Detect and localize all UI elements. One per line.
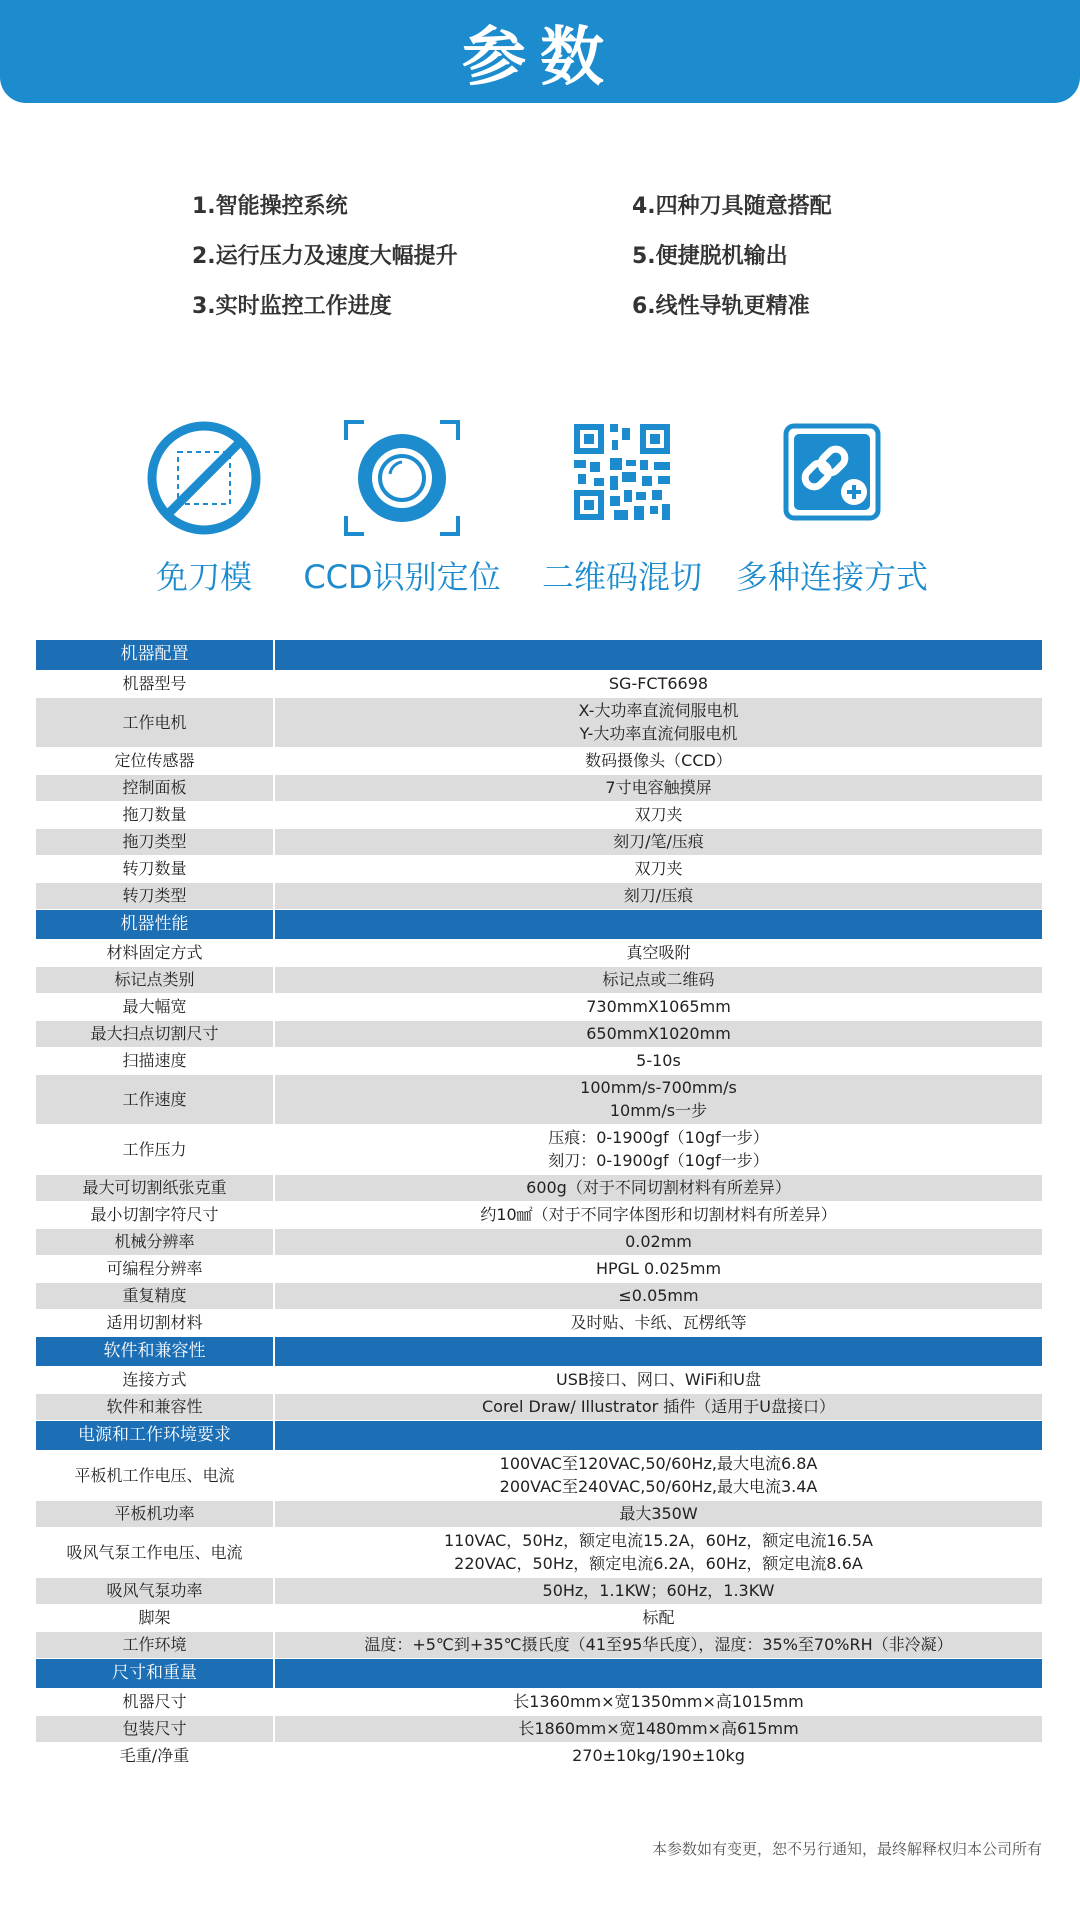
spec-value [274,855,1042,882]
disclaimer: 本参数如有变更，恕不另行通知，最终解释权归本公司所有 [651,1840,1042,1858]
spec-row [36,1124,1042,1174]
spec-value-line: HPGL 0.025mm [595,1259,722,1278]
spec-label: 可编程分辨率 [36,1255,274,1282]
spec-value-line: 刻刀/压痕 [623,886,694,905]
spec-label: 定位传感器 [36,747,274,774]
spec-row [36,1074,1042,1124]
spec-row [36,1742,1042,1769]
spec-value-line: 长1860mm×宽1480mm×高615mm [518,1719,799,1738]
spec-value-line: 220VAC，50Hz，额定电流6.2A，60Hz，额定电流8.6A [454,1554,863,1573]
icon-label: CCD识别定位 [303,558,501,596]
spec-value [274,882,1042,909]
feature-list [192,192,892,322]
spec-value [274,1393,1042,1420]
spec-label: 软件和兼容性 [36,1393,274,1420]
spec-row [36,1604,1042,1631]
spec-row [36,1631,1042,1658]
spec-value-line: 数码摄像头（CCD） [585,751,732,770]
spec-row [36,1500,1042,1527]
section-spacer [274,1336,1042,1366]
spec-row [36,1577,1042,1604]
page-title: 参数 [462,20,618,95]
icon-label: 免刀模 [155,558,252,596]
spec-row [36,882,1042,909]
feature-item: 2.运行压力及速度大幅提升 [192,244,458,269]
spec-value [274,670,1042,697]
spec-value-line: 温度：+5℃到+35℃摄氏度（41至95华氏度），湿度：35%至70%RH（非冷凝） [364,1635,953,1654]
spec-value-line: 110VAC，50Hz，额定电流15.2A，60Hz，额定电流16.5A [443,1531,874,1550]
spec-section-header [36,1420,1042,1450]
spec-value-line: ≤0.05mm [618,1286,699,1305]
spec-value [274,697,1042,747]
icon-label: 二维码混切 [541,558,702,596]
spec-label: 最大扫点切割尺寸 [36,1020,274,1047]
section-title: 电源和工作环境要求 [36,1420,274,1450]
spec-row [36,774,1042,801]
spec-label: 扫描速度 [36,1047,274,1074]
spec-value-line: SG-FCT6698 [608,674,709,693]
spec-value-line: Y-大功率直流伺服电机 [579,724,738,743]
feature-item: 5.便捷脱机输出 [632,244,788,269]
spec-value-line: 5-10s [636,1051,681,1070]
spec-value-line: 标记点或二维码 [602,970,715,989]
section-title: 机器性能 [36,909,274,939]
spec-label: 机器型号 [36,670,274,697]
spec-value [274,774,1042,801]
page-header [0,0,1080,103]
spec-value [274,1366,1042,1393]
section-spacer [274,1658,1042,1688]
spec-row [36,855,1042,882]
spec-value [274,1282,1042,1309]
spec-value [274,1450,1042,1500]
spec-label: 吸风气泵功率 [36,1577,274,1604]
spec-value [274,1020,1042,1047]
spec-row [36,1715,1042,1742]
spec-section-header [36,1658,1042,1688]
spec-label: 脚架 [36,1604,274,1631]
spec-section-header [36,1336,1042,1366]
spec-row [36,1309,1042,1336]
spec-label: 工作压力 [36,1124,274,1174]
spec-value [274,747,1042,774]
spec-value-line: X-大功率直流伺服电机 [578,701,739,720]
spec-row [36,1047,1042,1074]
spec-label: 连接方式 [36,1366,274,1393]
spec-label: 工作电机 [36,697,274,747]
highlight-icons [0,418,1080,598]
no-die-icon [144,418,264,538]
spec-row [36,1527,1042,1577]
icon-label: 多种连接方式 [735,558,928,596]
spec-row [36,1450,1042,1500]
spec-value [274,1688,1042,1715]
spec-value-line: 650mmX1020mm [586,1024,731,1043]
spec-value-line: 双刀夹 [634,859,683,878]
spec-value [274,1255,1042,1282]
spec-label: 控制面板 [36,774,274,801]
spec-value [274,1500,1042,1527]
feature-item: 3.实时监控工作进度 [192,294,392,319]
spec-row [36,966,1042,993]
spec-value-line: USB接口、网口、WiFi和U盘 [556,1370,761,1389]
section-spacer [274,909,1042,939]
spec-value-line: 双刀夹 [634,805,683,824]
spec-value [274,1715,1042,1742]
ccd-camera-icon [342,418,462,538]
spec-label: 包装尺寸 [36,1715,274,1742]
feature-item: 4.四种刀具随意搭配 [632,194,832,219]
section-title: 机器配置 [36,640,274,670]
spec-row [36,1228,1042,1255]
spec-row [36,1174,1042,1201]
spec-value-line: 600g（对于不同切割材料有所差异） [526,1178,791,1197]
spec-value-line: 刻刀/笔/压痕 [613,832,704,851]
spec-section-header [36,640,1042,670]
spec-label: 拖刀类型 [36,828,274,855]
section-spacer [274,1420,1042,1450]
spec-row [36,1020,1042,1047]
spec-table [36,640,1042,1770]
spec-label: 机器尺寸 [36,1688,274,1715]
spec-value-line: 标配 [642,1608,675,1627]
spec-value [274,1527,1042,1577]
spec-value [274,801,1042,828]
spec-label: 拖刀数量 [36,801,274,828]
spec-value-line: 真空吸附 [626,943,691,962]
spec-value-line: 约10㎟（对于不同字体图形和切割材料有所差异） [480,1205,837,1224]
spec-value [274,1074,1042,1124]
spec-row [36,993,1042,1020]
spec-value [274,828,1042,855]
spec-value-line: 长1360mm×宽1350mm×高1015mm [513,1692,804,1711]
spec-value-line: 及时贴、卡纸、瓦楞纸等 [570,1313,747,1332]
spec-row [36,670,1042,697]
spec-row [36,1393,1042,1420]
spec-value [274,1742,1042,1769]
spec-label: 适用切割材料 [36,1309,274,1336]
section-spacer [274,640,1042,670]
feature-item: 1.智能操控系统 [192,194,348,219]
spec-row [36,697,1042,747]
spec-label: 机械分辨率 [36,1228,274,1255]
section-title: 软件和兼容性 [36,1336,274,1366]
spec-label: 最小切割字符尺寸 [36,1201,274,1228]
spec-value-line: 刻刀：0-1900gf（10gf一步） [548,1151,769,1170]
spec-value [274,1604,1042,1631]
spec-value-line: 50Hz，1.1KW；60Hz，1.3KW [542,1581,775,1600]
spec-value [274,966,1042,993]
spec-row [36,801,1042,828]
spec-label: 吸风气泵工作电压、电流 [36,1527,274,1577]
spec-row [36,1282,1042,1309]
spec-value-line: 压痕：0-1900gf（10gf一步） [548,1128,769,1147]
spec-value-line: 100mm/s-700mm/s [580,1078,737,1097]
spec-value [274,1047,1042,1074]
spec-value [274,1201,1042,1228]
spec-row [36,1688,1042,1715]
spec-value [274,1124,1042,1174]
spec-row [36,1255,1042,1282]
spec-label: 转刀类型 [36,882,274,909]
spec-row [36,1201,1042,1228]
spec-value [274,1577,1042,1604]
spec-label: 材料固定方式 [36,939,274,966]
feature-item: 6.线性导轨更精准 [632,294,810,319]
section-title: 尺寸和重量 [36,1658,274,1688]
spec-value-line: 10mm/s一步 [609,1101,708,1120]
qr-code-icon [574,424,694,544]
spec-value-line: 0.02mm [625,1232,692,1251]
spec-row [36,828,1042,855]
spec-label: 毛重/净重 [36,1742,274,1769]
spec-row [36,747,1042,774]
spec-label: 转刀数量 [36,855,274,882]
spec-value [274,1228,1042,1255]
spec-value [274,1174,1042,1201]
spec-value [274,993,1042,1020]
spec-value [274,1309,1042,1336]
spec-section-header [36,909,1042,939]
spec-value [274,1631,1042,1658]
spec-value-line: 270±10kg/190±10kg [572,1746,745,1765]
spec-row [36,1366,1042,1393]
spec-label: 工作速度 [36,1074,274,1124]
spec-label: 标记点类别 [36,966,274,993]
spec-row [36,939,1042,966]
spec-value-line: 100VAC至120VAC,50/60Hz,最大电流6.8A [499,1454,818,1473]
spec-value-line: 730mmX1065mm [586,997,731,1016]
spec-label: 平板机工作电压、电流 [36,1450,274,1500]
spec-value-line: Corel Draw/ Illustrator 插件（适用于U盘接口） [481,1397,835,1416]
spec-value-line: 最大350W [619,1504,698,1523]
spec-label: 最大可切割纸张克重 [36,1174,274,1201]
spec-label: 重复精度 [36,1282,274,1309]
spec-label: 平板机功率 [36,1500,274,1527]
spec-value-line: 200VAC至240VAC,50/60Hz,最大电流3.4A [499,1477,818,1496]
link-plus-icon [782,422,902,542]
spec-value-line: 7寸电容触摸屏 [605,778,712,797]
spec-label: 工作环境 [36,1631,274,1658]
spec-value [274,939,1042,966]
spec-label: 最大幅宽 [36,993,274,1020]
